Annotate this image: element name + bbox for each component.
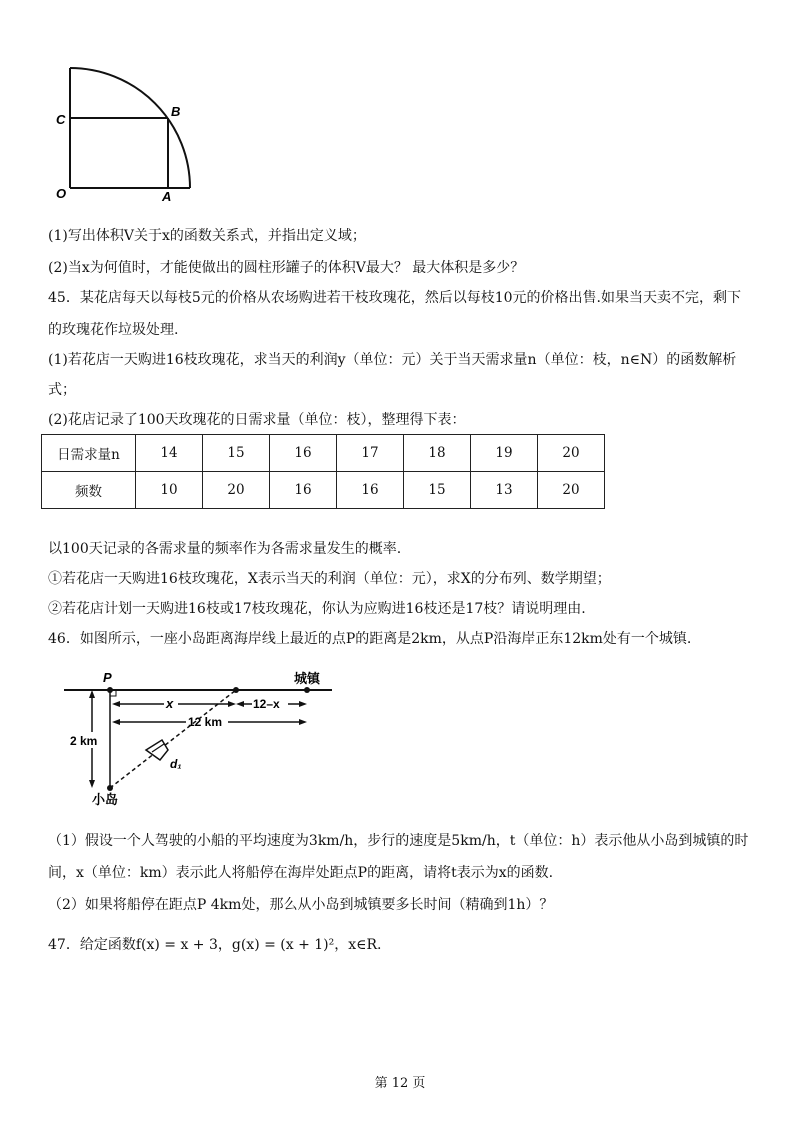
label-12-minus-x: 12–x xyxy=(253,697,280,711)
label-a: A xyxy=(162,189,172,204)
q45-part2: (2)花店记录了100天玫瑰花的日需求量（单位：枝），整理得下表： xyxy=(48,412,466,428)
label-12km: 12 km xyxy=(188,715,223,729)
arrow-head xyxy=(89,690,95,698)
label-d1: d₁ xyxy=(170,757,182,771)
arrow-head xyxy=(236,701,244,707)
quarter-circle-figure xyxy=(50,58,210,206)
q46-part2: （2）如果将船停在距点P 4km处，那么从小岛到城镇要多长时间（精确到1h）？ xyxy=(48,897,554,913)
q45-subpart2: ②若花店计划一天购进16枝或17枝玫瑰花，你认为应购进16枝还是17枝？请说明理由. xyxy=(48,601,586,617)
page-number: 第 12 页 xyxy=(374,1076,426,1091)
label-b: B xyxy=(171,104,181,119)
q46-part1-line1: （1）假设一个人驾驶的小船的平均速度为3km/h，步行的速度是5km/h，t（单位：h）表示他从小岛到城镇的时 xyxy=(48,833,749,849)
arrow-head xyxy=(89,780,95,788)
label-island: 小岛 xyxy=(92,792,119,807)
q45-intro-line1: 45．某花店每天以每枝5元的价格从农场购进若干枝玫瑰花，然后以每枝10元的价格出售.如果当天卖不完，剩下 xyxy=(48,290,741,306)
table-cell: 18 xyxy=(404,435,471,472)
label-x: x xyxy=(166,696,174,711)
island-town-figure xyxy=(60,668,340,808)
table-header-frequency: 频数 xyxy=(42,472,136,509)
arrow-head xyxy=(112,719,120,725)
q45-subpart1: ①若花店一天购进16枝玫瑰花，X表示当天的利润（单位：元），求X的分布列、数学期望； xyxy=(48,571,611,587)
table-cell: 16 xyxy=(270,472,337,509)
table-cell: 16 xyxy=(337,472,404,509)
table-cell: 20 xyxy=(538,472,605,509)
arrow-head xyxy=(299,701,307,707)
island-point xyxy=(107,785,113,791)
q45-intro-line2: 的玫瑰花作垃圾处理. xyxy=(48,322,179,338)
table-cell: 17 xyxy=(337,435,404,472)
arrow-head xyxy=(299,719,307,725)
table-cell: 20 xyxy=(538,435,605,472)
table-cell: 13 xyxy=(471,472,538,509)
q45-part1-line2: 式； xyxy=(48,382,76,398)
label-c: C xyxy=(56,112,66,127)
label-2km: 2 km xyxy=(70,734,98,748)
table-cell: 15 xyxy=(404,472,471,509)
arc xyxy=(70,68,190,188)
table-header-demand: 日需求量n xyxy=(42,435,136,472)
town-point xyxy=(304,687,310,693)
arrow-head xyxy=(112,701,120,707)
table-row-frequency xyxy=(42,472,605,509)
table-cell: 16 xyxy=(270,435,337,472)
demand-frequency-table xyxy=(41,434,605,509)
q45-after-table: 以100天记录的各需求量的频率作为各需求量发生的概率. xyxy=(48,541,402,557)
table-cell: 10 xyxy=(136,472,203,509)
table-cell: 15 xyxy=(203,435,270,472)
table-cell: 14 xyxy=(136,435,203,472)
q45-part1-line1: (1)若花店一天购进16枝玫瑰花，求当天的利润y（单位：元）关于当天需求量n（单位：枝，n∈N）的函数解析 xyxy=(48,352,737,368)
q44-part1: (1)写出体积V关于x的函数关系式，并指出定义域； xyxy=(48,228,366,244)
q44-part2: (2)当x为何值时，才能使做出的圆柱形罐子的体积V最大？ 最大体积是多少？ xyxy=(48,260,525,276)
label-p: P xyxy=(103,670,112,685)
table-cell: 20 xyxy=(203,472,270,509)
table-cell: 19 xyxy=(471,435,538,472)
q47-text: 47．给定函数f(x) = x + 3，g(x) = (x + 1)²，x∈R. xyxy=(48,937,382,953)
label-o: O xyxy=(56,186,67,201)
q46-part1-line2: 间，x（单位：km）表示此人将船停在海岸处距点P的距离，请将t表示为x的函数. xyxy=(48,865,554,881)
table-row-demand xyxy=(42,435,605,472)
label-town: 城镇 xyxy=(294,671,321,686)
q46-intro: 46．如图所示，一座小岛距离海岸线上最近的点P的距离是2km，从点P沿海岸正东12km处有一个城镇. xyxy=(48,631,692,647)
arrow-head xyxy=(228,701,236,707)
